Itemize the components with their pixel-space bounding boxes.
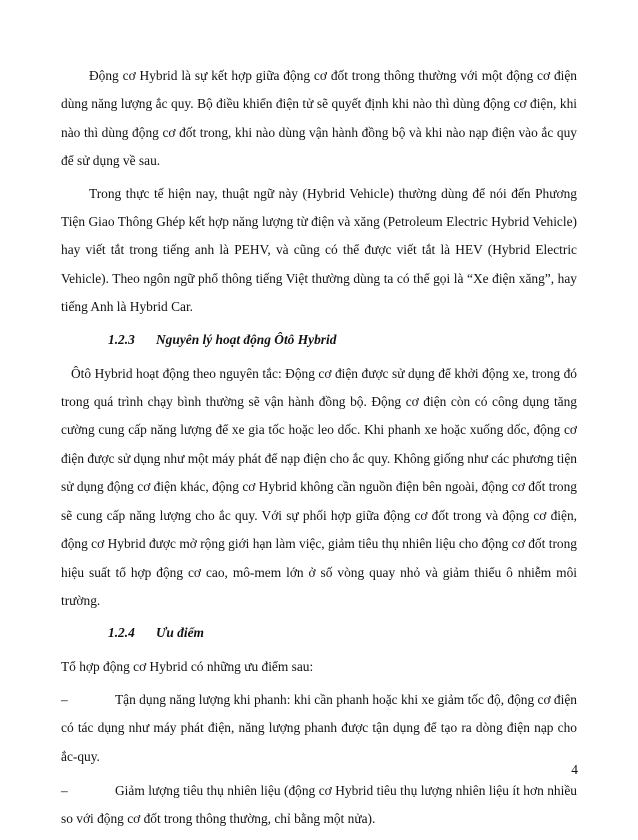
section-number: 1.2.4 xyxy=(108,625,135,641)
page-number: 4 xyxy=(571,762,578,777)
section-number: 1.2.3 xyxy=(108,331,135,347)
dash-bullet-marker: – xyxy=(61,691,68,707)
paragraph-hybrid-terminology: Trong thực tế hiện nay, thuật ngữ này (Hybrid Vehicle) thường dùng để nói đến Phương Tiện Giao Thông Ghép kết hợp năng lượng từ điện và xăng (Petroleum Electric Hybrid Vehicle) hay viết tắt trong tiếng anh là PEHV, và cũng có thể được viết tắt là HEV (Hybrid Electric Vehicle). Theo ngôn ngữ phổ thông tiếng Việt thường dùng ta có thể gọi là “Xe điện xăng”, hay tiếng Anh là Hybrid Car. xyxy=(61,185,577,315)
document-page xyxy=(61,62,577,840)
paragraph-operating-principle: Ôtô Hybrid hoạt động theo nguyên tắc: Động cơ điện được sử dụng để khởi động xe, trong đó trong quá trình chạy bình thường sẽ vận hành đồng bộ. Động cơ điện còn có công dụng tăng cường cung cấp năng lượng để xe gia tốc hoặc leo dốc. Khi phanh xe hoặc xuống dốc, động cơ điện được sử dụng như một máy phát để nạp điện cho ắc quy. Không giống như các phương tiện sử dụng động cơ điện khác, động cơ Hybrid không cần nguồn điện bên ngoài, động cơ đốt trong sẽ cung cấp năng lượng cho ắc quy. Với sự phối hợp giữa động cơ đốt trong và động cơ điện, động cơ Hybrid được mở rộng giới hạn làm việc, giảm tiêu thụ nhiên liệu cho động cơ đốt trong hiệu suất tổ hợp động cơ cao, mô-mem lớn ở số vòng quay nhỏ và giảm thiểu ô nhiễm môi trường. xyxy=(61,365,577,608)
dash-bullet-marker: – xyxy=(61,782,68,798)
paragraph-advantages-intro: Tổ hợp động cơ Hybrid có những ưu điểm sau: xyxy=(61,659,314,675)
paragraph-hybrid-definition: Động cơ Hybrid là sự kết hợp giữa động cơ đốt trong thông thường với một động cơ điện dùng năng lượng ắc quy. Bộ điều khiển điện tử sẽ quyết định khi nào thì dùng động cơ điện, khi nào thì dùng động cơ đốt trong, khi nào dùng vận hành đồng bộ và khi nào nạp điện vào ắc quy để sử dụng về sau. xyxy=(61,68,577,169)
section-title: Nguyên lý hoạt động Ôtô Hybrid xyxy=(156,331,337,347)
bullet-text: Tận dụng năng lượng khi phanh: khi cần phanh hoặc khi xe giảm tốc độ, động cơ điện có tác dụng như máy phát điện, năng lượng phanh được tận dụng để tạo ra dòng điện nạp cho ắc-quy. xyxy=(61,691,577,764)
section-heading-advantages xyxy=(61,619,577,647)
bullet-item xyxy=(61,777,577,834)
bullet-item xyxy=(61,686,577,771)
bullet-text: Giảm lượng tiêu thụ nhiên liệu (động cơ Hybrid tiêu thụ lượng nhiên liệu ít hơn nhiều so với động cơ đốt trong thông thường, chỉ bằng một nửa). xyxy=(61,782,577,827)
section-title: Ưu điểm xyxy=(156,625,204,641)
section-heading-operating-principle xyxy=(61,326,577,354)
